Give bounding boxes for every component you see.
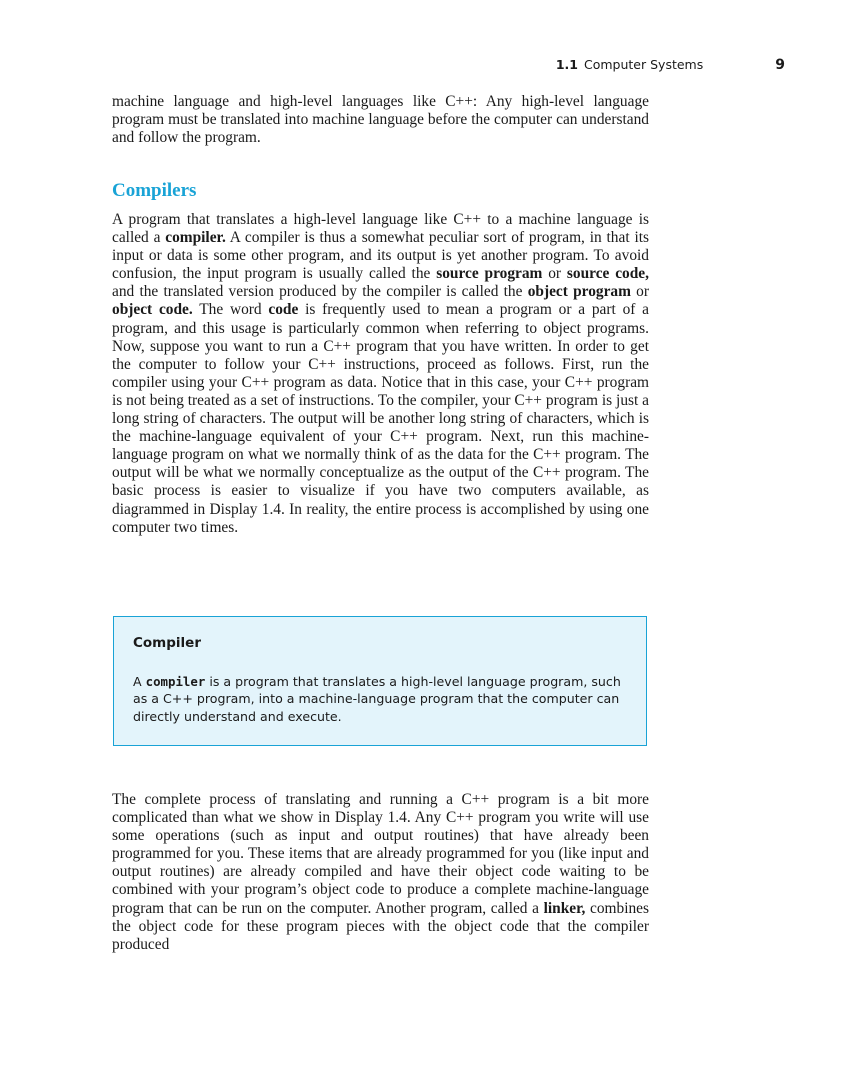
final-paragraph: The complete process of translating and running a C++ program is a bit more complicated than what we show in Display 1.4. Any C++ program you write will use some operations (such as input and output routines) that have already been programmed for you. These items that are already programmed for you (like input and output routines) are already compiled and have their object code waiting to be combined with your program’s object code to produce a complete machine-language program that can be run on the computer. Another program, called a linker, combines the object code for these program pieces with the object code that the compiler produced bbox=[112, 791, 649, 953]
callout-title: Compiler bbox=[133, 635, 201, 651]
compilers-heading: Compilers bbox=[112, 180, 197, 201]
term-compiler: compiler. bbox=[165, 229, 226, 247]
term-object-program: object program bbox=[527, 283, 631, 301]
compilers-paragraph: A program that translates a high-level language like C++ to a machine language is called a compiler. A compiler is thus a somewhat peculiar sort of program, in that its input or data is some other program, and its output is yet another program. To avoid confusion, the input program is usually called the source program or source code, and the translated version produced by the compiler is called the object program or object code. The word code is frequently used to mean a program or a part of a program, and this usage is particularly common when referring to object programs. Now, suppose you want to run a C++ program that you have written. In order to get the computer to follow your C++ instructions, proceed as follows. First, run the compiler using your C++ program as data. Notice that in this case, your C++ program is not being treated as a set of instructions. To the compiler, your C++ program is just a long string of characters. The output will be another long string of characters, which is the machine-language equivalent of your C++ program. Next, run this machine-language program on what we normally think of as the data for the C++ program. The output will be what we normally conceptualize as the output of the C++ program. The basic process is easier to visualize if you have two computers available, as diagrammed in Display 1.4. In reality, the entire process is accomplished by using one computer two times. bbox=[112, 211, 650, 536]
running-header bbox=[556, 57, 785, 73]
compiler-definition-box bbox=[113, 616, 647, 746]
intro-paragraph: machine language and high-level languages like C++: Any high-level language program must be translated into machine language before the computer can understand and follow the program. bbox=[112, 93, 649, 147]
section-number: 1.1 bbox=[555, 57, 578, 72]
term-linker: linker, bbox=[543, 899, 586, 917]
callout-code-term: compiler bbox=[145, 674, 206, 689]
term-source-program: source program bbox=[436, 265, 543, 283]
callout-text: A compiler is a program that translates a high-level language program, such as a C++ program, into a machine-language program that the computer can directly understand and execute. bbox=[133, 674, 621, 724]
term-object-code: object code. bbox=[112, 301, 193, 319]
term-source-code: source code, bbox=[566, 265, 649, 283]
section-title: Computer Systems bbox=[584, 57, 704, 72]
page-number: 9 bbox=[775, 57, 785, 73]
term-code: code bbox=[268, 301, 299, 319]
